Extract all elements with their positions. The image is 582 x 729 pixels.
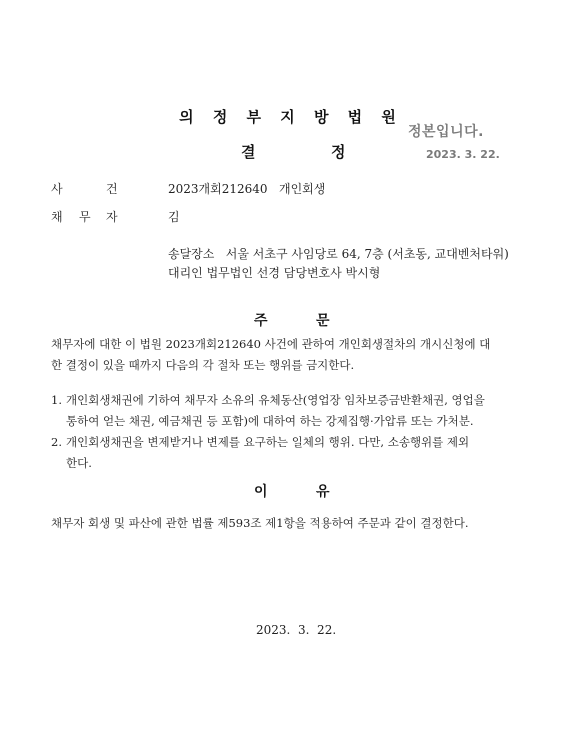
- decision-title-left: 결: [241, 143, 256, 161]
- footer-date: 2023. 3. 22.: [256, 623, 337, 637]
- order-heading-right: 문: [316, 313, 330, 329]
- case-number: 2023개회212640 개인회생: [168, 182, 326, 196]
- debtor-name: 김: [168, 210, 180, 224]
- debtor-label-3: 자: [106, 210, 118, 224]
- order-heading-left: 주: [254, 313, 268, 329]
- order-item-line: 통하여 얻는 채권, 예금채권 등 포함)에 대하여 하는 강제집행·가압류 또는 가처분.: [66, 414, 474, 428]
- order-item-line: 한다.: [66, 456, 92, 470]
- decision-title-right: 정: [331, 143, 346, 161]
- order-item-number: 1.: [51, 393, 62, 407]
- delivery-address: 송달장소 서울 서초구 사임당로 64, 7층 (서초동, 교대벤처타워): [168, 247, 509, 261]
- order-item: [51, 432, 537, 474]
- order-intro-line-2: 한 결정이 있을 때까지 다음의 각 절차 또는 행위를 금지한다.: [51, 358, 355, 372]
- legal-agent: 대리인 법무법인 선경 담당변호사 박시형: [168, 266, 381, 280]
- order-intro: [51, 334, 537, 376]
- case-label-2: 건: [106, 182, 118, 196]
- debtor-label-1: 채: [51, 210, 63, 224]
- order-item-line: 개인회생채권에 기하여 채무자 소유의 유체동산(영업장 임차보증금반환채권, 영업을: [66, 393, 485, 407]
- court-name: 의 정 부 지 방 법 원: [179, 108, 403, 126]
- debtor-label-2: 무: [79, 210, 91, 224]
- reason-heading-right: 유: [316, 484, 330, 500]
- order-item-line: 개인회생채권을 변제받거나 변제를 요구하는 일체의 행위. 다만, 소송행위를 제외: [66, 435, 470, 449]
- case-label-1: 사: [51, 182, 63, 196]
- certified-copy-stamp: 정본입니다.: [408, 124, 484, 140]
- reason-text: 채무자 회생 및 파산에 관한 법률 제593조 제1항을 적용하여 주문과 같이 결정한다.: [51, 516, 469, 530]
- order-list: [51, 390, 537, 474]
- reason-heading-left: 이: [254, 484, 268, 500]
- order-item-number: 2.: [51, 435, 62, 449]
- order-item: [51, 390, 537, 432]
- stamp-date: 2023. 3. 22.: [426, 148, 500, 161]
- order-intro-line-1: 채무자에 대한 이 법원 2023개회212640 사건에 관하여 개인회생절차의 개시신청에 대: [51, 337, 491, 351]
